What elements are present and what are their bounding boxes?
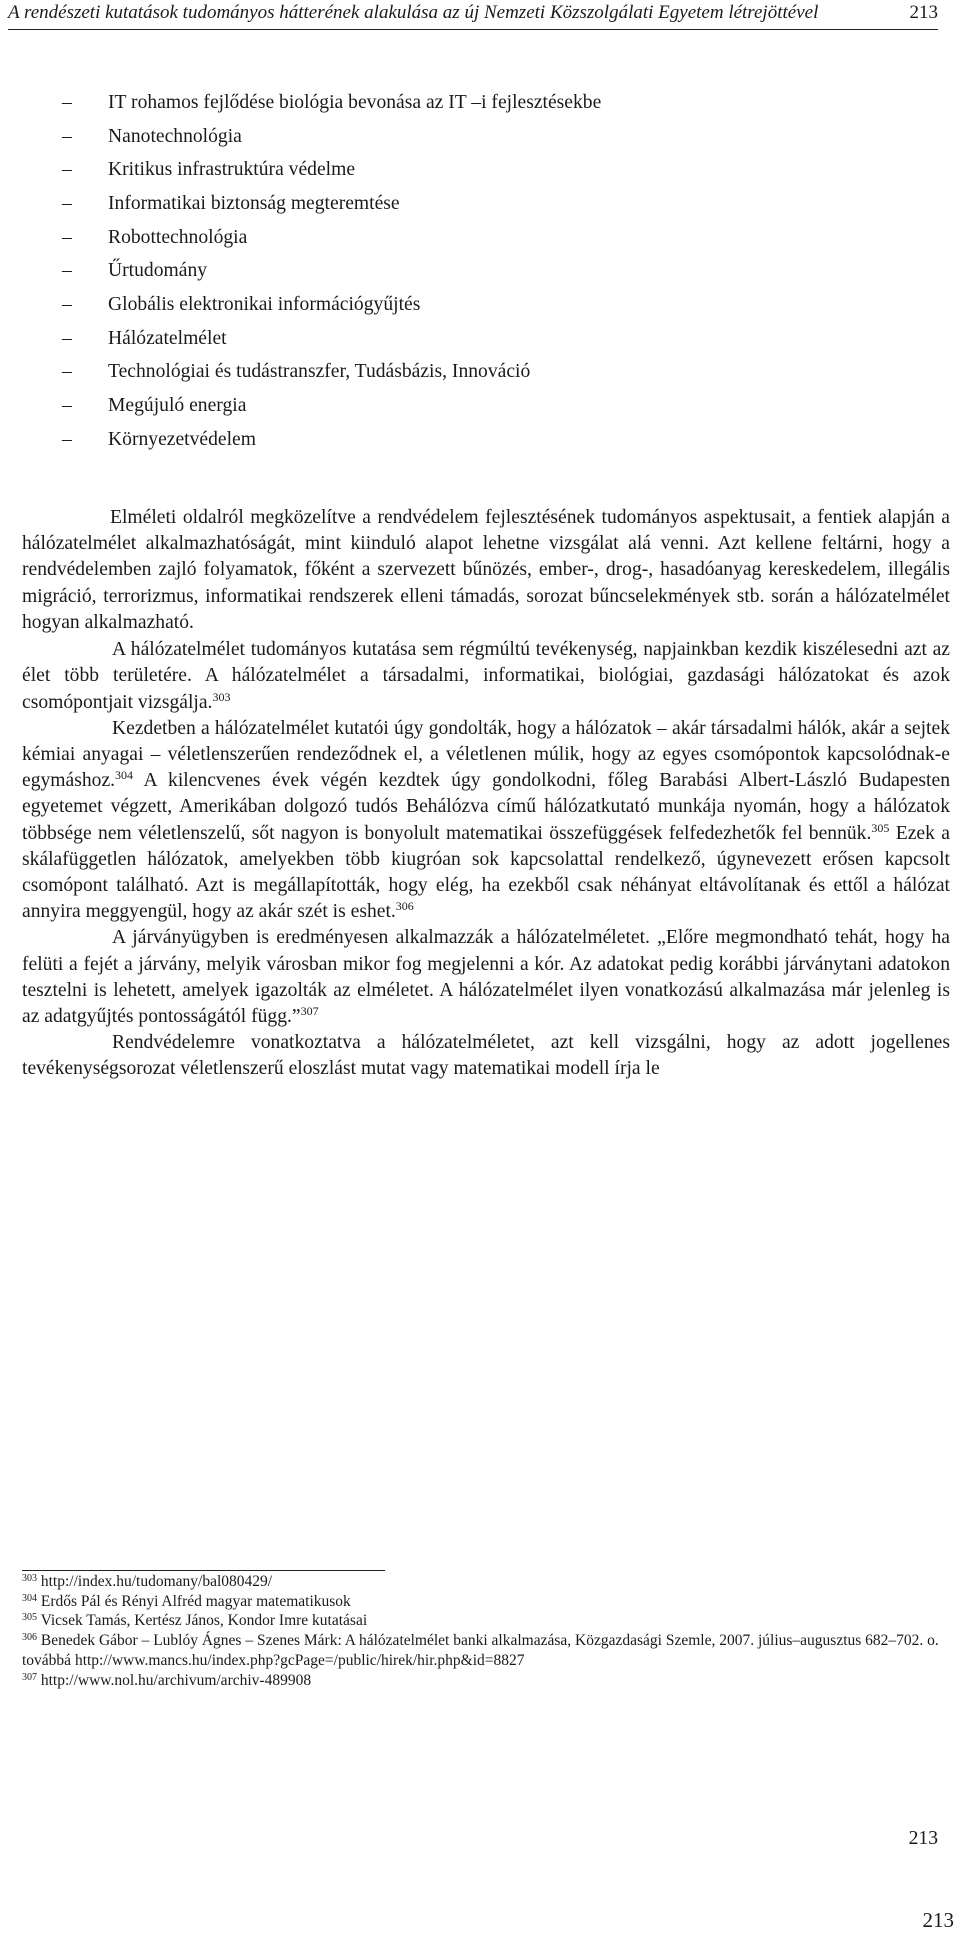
list-dash: – <box>62 91 72 113</box>
paragraph-3-text-c: Ezek a skálafüggetlen hálózatok, amelyekben több kiugróan sok kapcsolattal rendelkező, úgynevezett erősen kapcsolt csomópont található. Azt is megállapították, hogy elég, ha ezekből csak néhányat eltávolítanak és ettől a hálózat annyira meggyengül, hogy az akár szét is eshet. <box>22 822 950 923</box>
list-dash: – <box>62 293 72 315</box>
list-dash: – <box>62 428 72 450</box>
list-item <box>62 423 601 457</box>
list-dash: – <box>62 125 72 147</box>
footnote-ref-306[interactable]: 306 <box>395 899 414 914</box>
list-dash: – <box>62 192 72 214</box>
footnote-ref-303[interactable]: 303 <box>212 689 231 704</box>
body-text <box>22 505 950 1083</box>
list-item <box>62 120 601 154</box>
footnote <box>22 1592 950 1612</box>
list-item <box>62 187 601 221</box>
footnote-text: Benedek Gábor – Lublóy Ágnes – Szenes Márk: A hálózatelmélet banki alkalmazása, Közgazdasági Szemle, 2007. július–augusztus 682–702. o. <box>37 1632 939 1650</box>
paragraph-3 <box>22 716 950 926</box>
paragraph-3-text-b: A kilencvenes évek végén kezdtek úgy gondolkodni, főleg Barabási Albert-László Budapesten egyetemet végzett, Amerikában dolgozó tudós Behálózva című hálózatkutató munkája nyomán, hogy a hálózatok többsége nem véletlenszelű, sőt nagyon is bonyolult matematikai összefüggések felfedezhetők fel bennük. <box>22 770 950 844</box>
list-item <box>62 153 601 187</box>
list-item <box>62 356 601 390</box>
footnote-text: http://www.nol.hu/archivum/archiv-489908 <box>37 1671 312 1689</box>
list-item-text: Informatikai biztonság megteremtése <box>108 192 400 214</box>
list-item <box>62 254 601 288</box>
list-item-text: Hálózatelmélet <box>108 327 227 349</box>
footer-page-number: 213 <box>908 1828 938 1849</box>
list-dash: – <box>62 395 72 417</box>
list-item <box>62 221 601 255</box>
footnote-ref-304[interactable]: 304 <box>115 768 134 783</box>
paragraph-4 <box>22 925 950 1030</box>
paragraph-4-text: A járványügyben is eredményesen alkalmazzák a hálózatelméletet. „Előre megmondható tehát, hogy ha felüti a fejét a járvány, melyik városban mikor fog megjelenni a kór. Az adatokat pedig korábbi járványtani adatokon tesztelni is lehetett, amelyek igazolták az elméletet. A hálózatelmélet ilyen vonatkozású alkalmazása már jelenleg is az adatgyűjtés pontosságától függ.” <box>22 927 950 1028</box>
list-item <box>62 288 601 322</box>
footnote <box>22 1572 950 1592</box>
running-header <box>8 0 938 26</box>
footnote-text: http://index.hu/tudomany/bal080429/ <box>37 1573 273 1590</box>
header-page-number: 213 <box>909 2 938 23</box>
list-item-text: Robottechnológia <box>108 226 248 248</box>
footnote-number: 306 <box>22 1632 37 1644</box>
viewer-page-number: 213 <box>922 1908 954 1932</box>
list-item <box>62 389 601 423</box>
list-item-text: IT rohamos fejlődése biológia bevonása az IT –i fejlesztésekbe <box>108 91 602 113</box>
list-item-text: Megújuló energia <box>108 395 247 417</box>
footnote <box>22 1671 950 1691</box>
footnote-text: Erdős Pál és Rényi Alfréd magyar matematikusok <box>37 1592 351 1610</box>
header-rule <box>8 29 938 30</box>
list-item-text: Technológiai és tudástranszfer, Tudásbázis, Innováció <box>108 361 531 383</box>
footnote-continuation <box>22 1651 950 1671</box>
footnote-text: továbbá http://www.mancs.hu/index.php?gcPage=/public/hirek/hir.php&id=8827 <box>22 1651 525 1669</box>
list-dash: – <box>62 159 72 181</box>
list-dash: – <box>62 361 72 383</box>
paragraph-5: Rendvédelemre vonatkoztatva a hálózatelméletet, azt kell vizsgálni, hogy az adott jogellenes tevékenységsorozat véletlenszerű eloszlást mutat vagy matematikai modell írja le <box>22 1032 950 1080</box>
paragraph-2 <box>22 637 950 716</box>
footnote-ref-305[interactable]: 305 <box>871 820 890 835</box>
paragraph-1: Elméleti oldalról megközelítve a rendvédelem fejlesztésének tudományos aspektusait, a fentiek alapján a hálózatelmélet alkalmazhatóságát, mint kiinduló alapot lehetne vizsgálat alá venni. Azt kellene feltárni, hogy a rendvédelemben zajló folyamatok, főként a szervezett bűnözés, ember-, drog-, hasadóanyag kereskedelem, illegális migráció, terrorizmus, informatikai rendszerek elleni támadás, sorozat bűncselekmények stb. során a hálózatelmélet hogyan alkalmazható. <box>22 507 950 633</box>
footnote-text: Vicsek Tamás, Kertész János, Kondor Imre kutatásai <box>37 1612 368 1630</box>
footnote-rule <box>22 1570 385 1571</box>
list-dash: – <box>62 260 72 282</box>
running-title: A rendészeti kutatások tudományos hátterének alakulása az új Nemzeti Közszolgálati Egyetem létrejöttével <box>8 2 819 23</box>
paragraph-2-text: A hálózatelmélet tudományos kutatása sem régmúltú tevékenység, napjainkban kezdik kiszélesedni azt az élet több területére. A hálózatelmélet a társadalmi, informatikai, biológiai, gazdasági hálózatokat és azok csomópontjait vizsgálja. <box>22 639 950 713</box>
footnote-number: 304 <box>22 1592 37 1604</box>
footnotes <box>22 1572 950 1690</box>
list-item <box>62 322 601 356</box>
footnote-number: 305 <box>22 1612 37 1624</box>
footnote <box>22 1631 950 1651</box>
list-dash: – <box>62 226 72 248</box>
list-item-text: Nanotechnológia <box>108 125 242 147</box>
footnote-ref-307[interactable]: 307 <box>300 1004 319 1019</box>
topic-list <box>62 86 601 457</box>
paragraph-3-text-a: Kezdetben a hálózatelmélet kutatói úgy gondolták, hogy a hálózatok – akár társadalmi hálók, akár a sejtek kémiai anyagai – véletlenszerűen rendeződnek el, a véletlenen múlik, hogy az egyes csomópontok kapcsolódnak-e egymáshoz. <box>22 717 950 792</box>
footnote-number: 303 <box>22 1573 37 1584</box>
list-item-text: Űrtudomány <box>108 260 208 282</box>
list-item-text: Kritikus infrastruktúra védelme <box>108 159 356 181</box>
list-dash: – <box>62 327 72 349</box>
footnote <box>22 1611 950 1631</box>
list-item <box>62 86 601 120</box>
list-item-text: Globális elektronikai információgyűjtés <box>108 293 421 315</box>
footnote-number: 307 <box>22 1671 37 1683</box>
list-item-text: Környezetvédelem <box>108 428 256 450</box>
